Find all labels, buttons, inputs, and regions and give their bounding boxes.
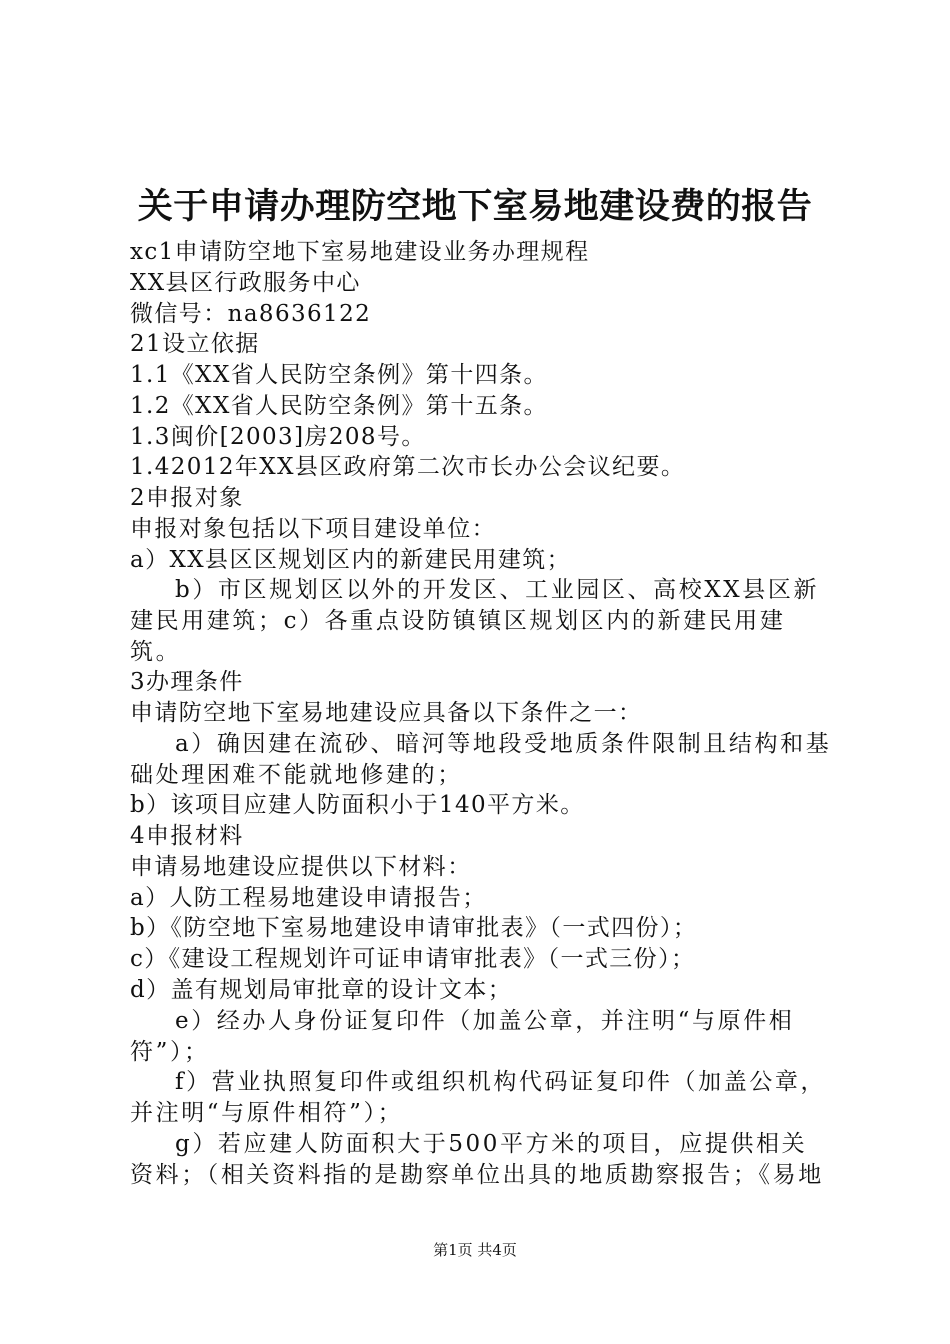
paragraph-line: a）确因建在流砂、暗河等地段受地质条件限制且结构和基础处理困难不能就地修建的； bbox=[130, 731, 832, 788]
paragraph-line: 1.42012年XX县区政府第二次市长办公会议纪要。 bbox=[130, 454, 686, 480]
paragraph-line: 1.3闽价[2003]房208号。 bbox=[130, 424, 426, 450]
page-title: 关于申请办理防空地下室易地建设费的报告 bbox=[137, 187, 813, 227]
paragraph-line: 申请防空地下室易地建设应具备以下条件之一： bbox=[130, 700, 643, 726]
paragraph-line: xc1申请防空地下室易地建设业务办理规程 bbox=[130, 239, 590, 265]
paragraph-line: d）盖有规划局审批章的设计文本； bbox=[130, 977, 513, 1003]
paragraph-line: 申请易地建设应提供以下材料： bbox=[130, 854, 472, 880]
paragraph-line: b）该项目应建人防面积小于140平方米。 bbox=[130, 792, 585, 818]
paragraph-line: b）市区规划区以外的开发区、工业园区、高校XX县区新建民用建筑；c）各重点设防镇镇区规划区内的新建民用建筑。 bbox=[130, 577, 820, 665]
page-number: 第1页 共4页 bbox=[433, 1241, 517, 1259]
section-heading: 4申报材料 bbox=[130, 823, 244, 849]
paragraph-line: 1.1《XX省人民防空条例》第十四条。 bbox=[130, 362, 548, 388]
paragraph-line: g）若应建人防面积大于500平方米的项目，应提供相关资料；（相关资料指的是勘察单位出具的地质勘察报告；《易地 bbox=[130, 1131, 824, 1188]
section-heading: 2申报对象 bbox=[130, 485, 244, 511]
section-heading: 3办理条件 bbox=[130, 669, 244, 695]
paragraph-line: e）经办人身份证复印件（加盖公章，并注明“与原件相符”）； bbox=[130, 1008, 795, 1065]
paragraph-line: 微信号：na8636122 bbox=[130, 301, 372, 327]
paragraph-line: c）《建设工程规划许可证申请审批表》（一式三份）； bbox=[130, 946, 696, 972]
paragraph-line: f）营业执照复印件或组织机构代码证复印件（加盖公章，并注明“与原件相符”）； bbox=[130, 1069, 827, 1126]
paragraph-line: 1.2《XX省人民防空条例》第十五条。 bbox=[130, 393, 548, 419]
paragraph-line: b）《防空地下室易地建设申请审批表》（一式四份）； bbox=[130, 915, 698, 941]
paragraph-line: a）XX县区区规划区内的新建民用建筑； bbox=[130, 547, 572, 573]
paragraph-line: XX县区行政服务中心 bbox=[130, 270, 361, 296]
paragraph-line: a）人防工程易地建设申请报告； bbox=[130, 885, 487, 911]
section-heading: 21设立依据 bbox=[130, 331, 260, 357]
paragraph-line: 申报对象包括以下项目建设单位： bbox=[130, 516, 496, 542]
